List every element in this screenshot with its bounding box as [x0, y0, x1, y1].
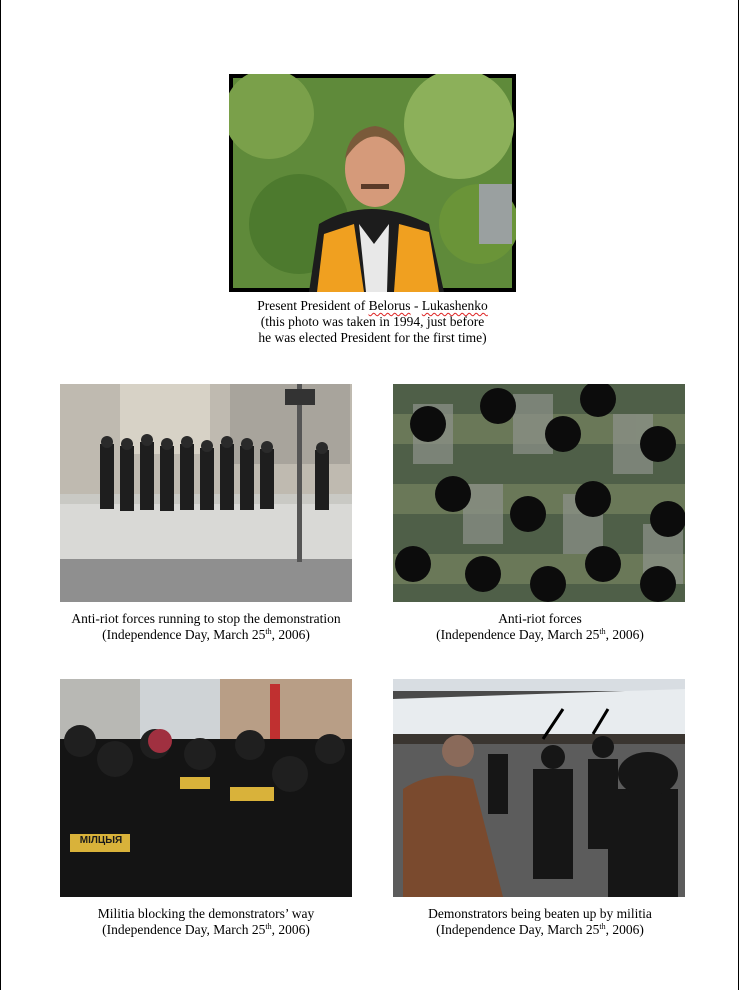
portrait-caption-line1	[200, 298, 545, 314]
caption-title: Anti-riot forces running to stop the demonstration	[71, 611, 341, 626]
caption-date-text: (Independence Day, March 25	[436, 922, 600, 937]
ordinal-suffix: th	[599, 922, 606, 931]
caption-date-text: (Independence Day, March 25	[102, 922, 266, 937]
caption-anti-riot-running	[30, 611, 382, 643]
caption-text: Present President of	[257, 298, 369, 313]
portrait-photo	[229, 74, 516, 292]
page-left-border	[0, 0, 1, 990]
caption-title: Anti-riot forces	[498, 611, 582, 626]
caption-title: Militia blocking the demonstrators’ way	[97, 906, 315, 921]
caption-date	[364, 922, 716, 938]
caption-date-text: (Independence Day, March 25	[436, 627, 600, 642]
spell-flagged-word: Lukashenko	[421, 298, 488, 313]
caption-anti-riot-forces	[364, 611, 716, 643]
ordinal-suffix: th	[265, 627, 272, 636]
ordinal-suffix: th	[599, 627, 606, 636]
caption-date-end: , 2006)	[605, 627, 644, 642]
caption-date	[30, 922, 382, 938]
militia-badge-text: МІЛЦЫЯ	[79, 835, 123, 846]
page-right-border	[738, 0, 739, 990]
caption-date	[30, 627, 382, 643]
caption-militia-blocking	[30, 906, 382, 938]
portrait-caption	[200, 298, 545, 346]
portrait-caption-line3: he was elected President for the first time)	[258, 330, 487, 345]
spell-flagged-word: Belorus	[368, 298, 411, 313]
ordinal-suffix: th	[265, 922, 272, 931]
caption-date-end: , 2006)	[605, 922, 644, 937]
caption-date	[364, 627, 716, 643]
photo-demonstrators-beaten	[393, 679, 685, 897]
caption-date-end: , 2006)	[271, 922, 310, 937]
caption-text: -	[410, 298, 422, 313]
caption-demonstrators-beaten	[364, 906, 716, 938]
photo-militia-blocking	[60, 679, 352, 897]
photo-anti-riot-running	[60, 384, 352, 602]
portrait-caption-line2: (this photo was taken in 1994, just before	[260, 314, 485, 329]
caption-title: Demonstrators being beaten up by militia	[428, 906, 652, 921]
photo-anti-riot-forces	[393, 384, 685, 602]
caption-date-text: (Independence Day, March 25	[102, 627, 266, 642]
caption-date-end: , 2006)	[271, 627, 310, 642]
